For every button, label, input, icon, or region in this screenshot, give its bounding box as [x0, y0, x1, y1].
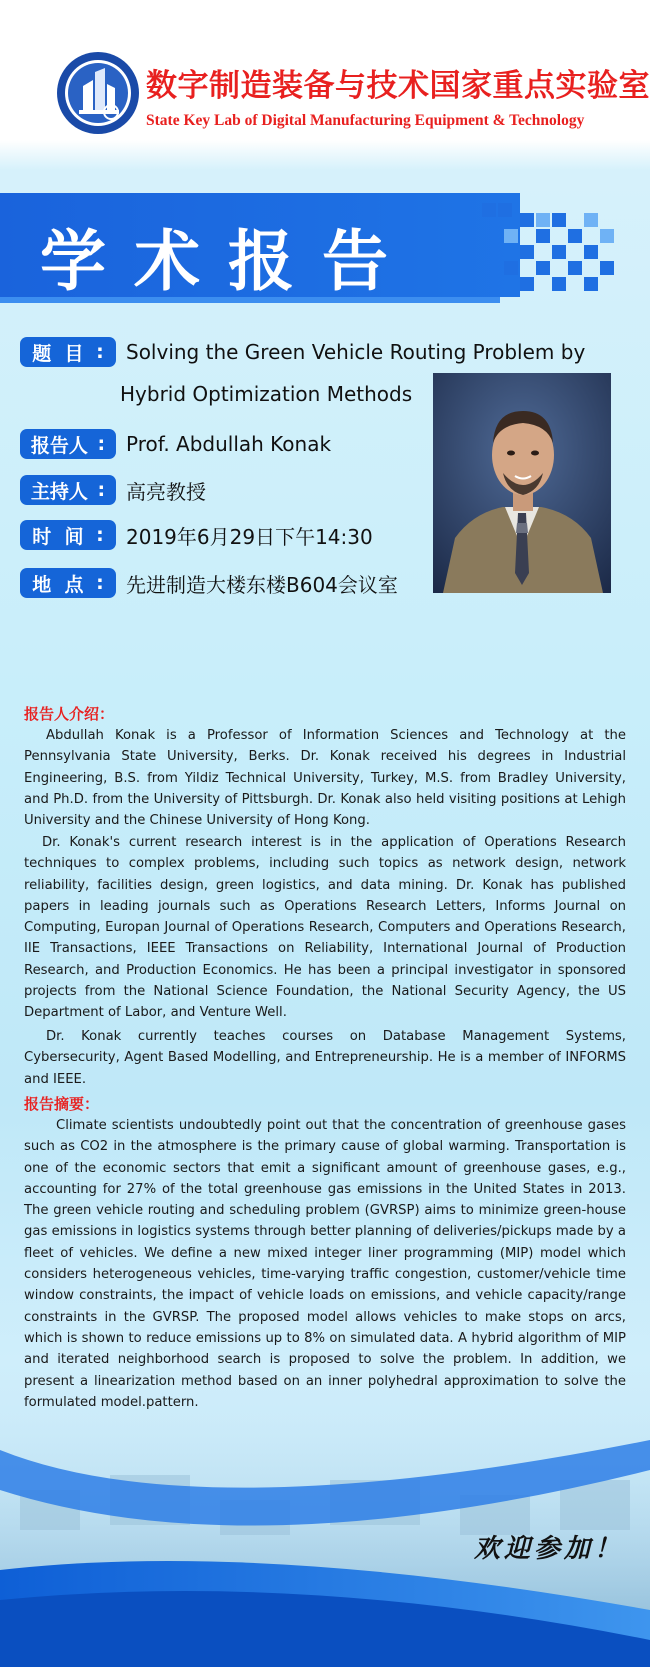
- bio-heading: 报告人介绍：: [24, 705, 115, 723]
- time-row: [20, 518, 373, 552]
- host-label: 主持人 :: [20, 475, 116, 505]
- bio-paragraph-3: Dr. Konak currently teaches courses on Database Management Systems, Cybersecurity, Agent Based Modelling, and Entrepreneurship. He is a member of INFORMS and IEEE.: [24, 1029, 626, 1087]
- abstract-text: Climate scientists undoubtedly point out that the concentration of greenhouse gases such as CO2 in the atmosphere is the primary cause of global warming. Transportation is one of the economic sectors that emit a significant amount of greenhouse gases, e.g., accounting for 27% of the total greenhouse gas emissions in the United States in 2013. The green vehicle routing and scheduling problem (GVRSP) aims to minimize green-house gas emissions in logistics systems through better planning of deliveries/pickups made by a fleet of vehicles. We define a new mixed integer liner programming (MIP) model which considers heterogeneous vehicles, time-varying traffic congestion, customer/vehicle time window constraints, the impact of vehicle loads on emissions, and vehicle capacity/range constraints in the GVRSP. The proposed model allows vehicles to make stops on arcs, which is shown to reduce emissions up to 8% on simulated data. A hybrid algorithm of MIP and iterated neighborhood search is proposed to solve the problem. In addition, we present a linearization method based on an inner polyhedral approximation to solve the formulated model.pattern.: [24, 1118, 626, 1410]
- lab-name-en: State Key Lab of Digital Manufacturing Equipment & Technology: [146, 112, 585, 129]
- bio-paragraph-2: Dr. Konak's current research interest is in the application of Operations Research techniques to complex problems, including such topics as network design, network reliability, facilities design, green logistics, and data mining. Dr. Konak has published papers in leading journals such as Operations Research Letters, Informs Journal on Computing, Europan Journal of Operations Research, Computers and Operations Research, IIE Transactions, IEEE Transactions on Reliability, International Journal of Production Research, and Production Economics. He has been a principal investigator in sponsored projects from the National Science Foundation, the National Security Agency, the US Department of Labor, and Venture Well.: [24, 835, 626, 1021]
- talk-place: 先进制造大楼东楼B604会议室: [126, 572, 398, 597]
- lab-emblem-icon: [55, 50, 141, 136]
- bio-paragraph-1: Abdullah Konak is a Professor of Information Sciences and Technology at the Pennsylvania State University, Berks. Dr. Konak received his degrees in Industrial Engineering, B.S. from Yildiz Technical University, Turkey, M.S. from Bradley University, and Ph.D. from the University of Pittsburgh. Dr. Konak also held visiting positions at Lehigh University and the Chinese University of Hong Kong.: [24, 728, 626, 829]
- time-label: 时 间 :: [20, 520, 116, 550]
- welcome-text: 欢迎参加！: [474, 1534, 625, 1564]
- talk-time: 2019年6月29日下午14:30: [126, 524, 373, 549]
- abstract-heading: 报告摘要：: [24, 1095, 100, 1113]
- host-row: [20, 473, 206, 507]
- talk-title-line1: Solving the Green Vehicle Routing Problem by: [126, 340, 586, 364]
- title-label: 题 目 :: [20, 337, 116, 367]
- host-name: 高亮教授: [126, 479, 206, 504]
- place-label: 地 点 :: [20, 568, 116, 598]
- header: [0, 0, 650, 150]
- speaker-row: [20, 427, 331, 461]
- campus-decoration: [0, 1380, 650, 1667]
- speaker-name: Prof. Abdullah Konak: [126, 432, 332, 456]
- talk-title-line2: Hybrid Optimization Methods: [120, 382, 413, 406]
- speaker-label: 报告人 :: [20, 429, 116, 459]
- speaker-portrait: [433, 373, 611, 593]
- lab-name-cn: 数字制造装备与技术国家重点实验室: [146, 68, 650, 104]
- banner-title: 学术报告: [40, 223, 416, 300]
- title-row: [20, 335, 585, 369]
- place-row: [20, 566, 398, 600]
